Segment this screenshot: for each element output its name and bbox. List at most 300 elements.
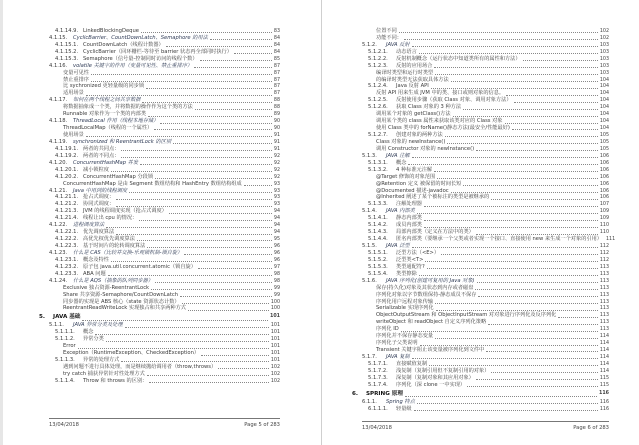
dot-leader [429,365,598,366]
toc-entry-title: 概念及特性 [83,256,109,263]
toc-entry-page: 110 [599,230,609,236]
toc-entry-title: 浅复制（复制引用但不复制引用的对象） [396,367,490,374]
toc-entry-number: 5.1.2. [362,41,377,48]
toc-entry-title: SPRING 原理 [366,390,403,397]
toc-entry-number: 5.1.2.3. [368,62,388,69]
dot-leader [404,39,598,40]
toc-entry-page: 101 [270,344,280,350]
toc-entry-number: 4.1.22.2. [55,236,79,243]
toc-entry-number: 4.1.21.4. [55,215,79,222]
toc-entry-title: JVM 的线程调度实现（抢占式调度） [83,208,167,215]
toc-entry-title: ABA 问题 [83,270,106,277]
toc-entry-title: 4 种标准元注解 [396,166,433,173]
dot-leader [475,289,597,290]
toc-entry-page: 114 [599,355,609,360]
toc-entry-page: 83 [273,28,280,34]
toc-entry-number: 5.1.4.1. [368,215,388,222]
toc-entry-title: ObjectOutputStream 和 ObjectInputStream 对对象进行序列化及反序列化 [376,312,557,319]
dot-leader [424,227,598,228]
toc-entry[interactable] [49,378,280,385]
toc-entry-title: Class 对象的 newInstance() [376,138,446,145]
toc-entry-page: 116 [599,399,609,405]
toc-entry-page: 113 [599,320,609,326]
toc-entry-number: 5.1.5.1. [368,249,388,256]
toc-entry-page: 104 [599,84,609,90]
toc-entry-number: 5.1.7.3. [368,374,388,381]
dot-leader [86,95,272,96]
toc-entry-number: 4.1.18. [49,118,68,125]
toc-entry-page: 92 [273,174,280,180]
toc-entry-number: 5.1.1.4. [55,377,75,384]
toc-entry-page: 104 [599,91,609,97]
toc-entry-number: 4.1.15.2. [55,48,79,55]
toc-entry-number: 5.1.7.2. [368,367,388,374]
toc-entry-title: 异常的处理方式 [83,357,120,364]
toc-entry-page: 113 [599,278,609,284]
toc-entry-number: 4.1.24. [49,277,68,284]
dot-leader [234,53,272,54]
toc-entry[interactable] [39,312,280,322]
toc-entry-title: 什么是 CAS（比较并交换-乐观锁机制-锁自旋） [73,249,183,256]
toc-entry-page: 109 [599,216,609,222]
toc-entry-page: 103 [599,70,609,76]
dot-leader [412,157,598,158]
dot-leader [451,192,598,193]
footer-date: 13/04/2018 [49,422,79,428]
toc-entry-number: 6.1.1. [362,398,377,405]
toc-entry-number: 5.1.5.2. [368,256,388,263]
toc-entry-number: 5.1.4. [362,208,377,215]
toc-entry-page: 113 [599,299,609,305]
toc-entry-page: 94 [273,230,280,236]
toc-entry-page: 112 [599,257,609,263]
dot-leader [166,46,272,47]
dot-leader [218,368,269,369]
toc-entry-title: 遇到问题不进行具体处理，而是继续抛给调用者（throw,throws） [63,364,217,370]
toc-entry-title: 泛型方法（<E>） [396,249,440,256]
toc-entry-page: 102 [270,371,280,377]
dot-leader [463,185,597,186]
toc-entry-page: 104 [599,77,609,83]
toc-entry-number: 5.1.2.5. [368,97,388,104]
toc-entry-page: 103 [599,42,609,48]
dot-leader [435,338,598,339]
dot-leader [78,348,269,349]
dot-leader [419,275,598,276]
toc-entry-title: JAVA 异常分类及处理 [73,322,123,329]
toc-entry-title: @Inherited 阐述了某个被标注的类型是被继承的 [376,194,490,201]
dot-leader [137,240,272,241]
toc-entry-number: 4.1.19. [49,138,68,145]
toc-entry-title: 使用场景 [63,132,84,138]
dot-leader [106,341,269,342]
toc-entry[interactable] [352,389,609,399]
toc-entry-number: 4.1.15. [49,34,68,41]
toc-entry-number: 4.1.20.2. [55,173,79,180]
toc-entry-number: 5.1.2.6. [368,104,388,111]
dot-leader [200,60,272,61]
toc-entry[interactable] [362,406,609,413]
toc-entry-title: 将数据抽象成一个类，并将数据的操作作为这个类的方法 [63,104,193,111]
toc-entry-page: 93 [273,202,280,208]
dot-leader [467,386,598,387]
toc-entry[interactable] [362,382,609,389]
toc-entry-page: 92 [273,160,280,166]
dot-leader [210,39,272,40]
toc-entry-page: 98 [273,271,280,277]
toc-entry-page: 102 [599,28,609,34]
toc-entry-page: 106 [599,167,609,173]
toc-entry-page: 101 [270,337,280,343]
toc-entry-page: 100 [270,306,280,312]
toc-entry-page: 114 [599,334,609,340]
dot-leader [431,88,598,89]
toc-entry-title: 变量可见性 [63,69,89,76]
toc-entry-page: 103 [599,63,609,69]
toc-entry-page: 95 [273,237,280,243]
page-footer-right [362,421,609,431]
toc-entry-page: 94 [273,216,280,222]
dot-leader [488,324,598,325]
toc-entry-page: 111 [605,237,616,243]
dot-leader [425,261,597,262]
dot-leader [476,150,598,151]
toc-entry-title: 反射 API 用来生成 JVM 中的类、接口或则对象的信息。 [376,90,505,97]
toc-entry-title: 调用某个对象的 getClass()方法 [376,111,451,118]
toc-entry-page: 87 [273,84,280,90]
toc-entry-page: 102 [270,378,280,384]
footer-page-number: Page 5 of 283 [244,422,280,428]
toc-entry-number: 4.1.21.3. [55,208,79,215]
toc-entry-page: 106 [599,160,609,166]
toc-entry-page: 97 [273,264,280,270]
dot-leader [477,282,598,283]
toc-entry-page: 88 [273,98,280,104]
dot-leader [523,60,598,61]
toc-entry-page: 87 [273,77,280,83]
toc-entry-number: 4.1.21.1. [55,194,79,201]
toc-entry-page: 84 [273,49,280,55]
toc-entry-number: 4.1.21. [49,187,68,194]
toc-entry-title: 直接赋值复制 [396,360,428,367]
toc-entry-page: 91 [273,146,280,152]
toc-page-left [0,0,318,445]
toc-entry[interactable] [49,306,280,313]
dot-leader [188,310,269,311]
dot-leader [173,143,272,144]
toc-entry-page: 113 [599,292,609,298]
dot-leader [478,296,597,297]
toc-entry-title: @Target 修饰的对象范围 [376,173,436,180]
dot-leader [441,254,598,255]
dot-leader [451,81,598,82]
toc-entry-number: 5.1.1.2. [55,336,75,343]
dot-leader [111,171,272,172]
toc-entry-page: 112 [599,244,609,249]
toc-entry-title: CountDownLatch（线程计数器） [83,41,164,48]
dot-leader [160,123,272,124]
toc-entry-title: 异常分类 [83,336,104,343]
toc-entry-page: 101 [270,358,280,364]
toc-entry-page: 99 [273,292,280,298]
dot-leader [436,310,598,311]
toc-entry-number: 4.1.23.3. [55,270,79,277]
toc-entry-title: 抢占式调度： [83,194,115,201]
toc-entry-title: ConcurrentHashMap 分段锁 [83,173,154,180]
toc-entry-title: synchronized 和 ReentrantLock 的区别 [73,138,172,145]
dot-leader [111,261,272,262]
toc-entry-number: 4.1.21.2. [55,201,79,208]
toc-entry-page: 104 [599,119,609,125]
toc-entry-title: 功能不同： [376,34,402,41]
dot-leader [514,102,598,103]
toc-entry-page: 96 [273,257,280,263]
dot-leader [491,199,598,200]
toc-entry-page: 93 [273,195,280,201]
dot-leader [151,289,272,290]
toc-entry-title: Transient 关键字阻止该变量被序列化到文件中 [376,347,485,354]
toc-entry-page: 106 [599,188,609,194]
toc-entry-page: 101 [270,323,280,329]
toc-entry-page: 106 [599,174,609,180]
toc-entry-title: 泛型类<T> [396,256,424,263]
toc-entry-page: 93 [273,181,280,187]
toc-entry-title: 线程让出 cpu 的情况： [83,215,138,222]
toc-entry-number: 5.1.3.3. [368,201,388,208]
toc-entry-title: writeObject 和 readObject 自定义序列化策略 [376,319,487,326]
toc-entry-title: 调用某个类的 class 属性来获取该类对应的 Class 对象 [376,118,503,125]
toc-entry-title: 调用 Constructor 对象的 newInstance() [376,145,475,152]
toc-entry-title: 原子包 java.util.concurrent.atomic（锁自旋） [83,263,196,270]
toc-entry-page: 91 [273,139,280,145]
toc-entry-page: 93 [273,188,280,194]
page-footer-left [49,418,280,428]
dot-leader [147,375,269,376]
dot-leader [491,372,597,373]
toc-entry-page: 106 [599,153,609,159]
toc-entry-page: 109 [599,209,609,215]
toc-entry-page: 116 [598,390,609,396]
toc-entry-number: 5.1.2.4. [368,83,388,90]
toc-entry-number: 5.1.6. [362,277,377,284]
dot-leader [424,220,598,221]
toc-entry-title: 基于时间片的轮转调度算法 [83,243,146,249]
toc-entry-title: Java 中用到的线程调度 [73,187,128,194]
toc-entry-number: 5.1.5.4. [368,270,388,277]
toc-entry-title: 位置不同 [376,27,397,34]
toc-entry-page: 84 [273,35,280,41]
toc-entry-title: @Documented 描述-javadoc [376,187,449,194]
toc-entry-title: JAVA 泛型 [386,243,410,249]
toc-entry-title: 比 sychronized 更轻量级的同步锁 [63,83,145,90]
toc-entry-title: 保存(持久化)对象及其状态到内存或者磁盘 [376,284,474,291]
toc-entry-number: 4.1.22. [49,222,68,229]
toc-entry-title: CyclicBarrier（回环栅栏-等待至 barrier 状态再全部同时执行） [83,48,232,55]
dot-leader [169,213,272,214]
toc-entry-title: 概念 [83,329,94,336]
toc-entry-number: 4.1.15.1. [55,41,79,48]
toc-entry-page: 96 [273,244,280,249]
toc-entry-number: 4.1.17. [49,97,68,104]
dot-leader [506,95,598,96]
toc-entry-title: 编译时类型和运行时类型 [376,69,434,76]
toc-entry-title: 序列化子父类说明 [376,340,418,347]
toc-entry-number: 4.1.16. [49,62,68,69]
toc-entry-title: 匿名内部类（要继承一个父类或者实现一个接口、直接使用 new 来生成一个对象的引用） [396,236,602,243]
dot-leader [476,379,598,380]
dot-leader [148,116,272,117]
toc-entry-title: JAVA 注解 [386,152,410,159]
dot-leader [86,136,272,137]
toc-entry-title: 注解处理器 [396,201,422,208]
dot-leader [435,303,598,304]
dot-leader [445,136,598,137]
dot-leader [486,351,598,352]
toc-entry-title: 两者的不同点： [83,152,120,159]
toc-entry-page: 102 [599,35,609,41]
toc-entry-title: Spring 特点 [386,398,415,405]
toc-entry-number: 5.1.5. [362,243,377,249]
toc-entry-page: 105 [599,139,609,145]
toc-entry-page: 84 [273,42,280,48]
toc-entry-title: JAVA 基础 [53,314,81,321]
toc-entry-number: 6. [352,390,359,397]
toc-entry[interactable] [362,319,609,326]
dot-leader [116,234,272,235]
toc-entry-title: ReentrantReadWriteLock 实现独占和共享两种方式 [63,305,186,312]
dot-leader [244,185,272,186]
dot-leader [140,164,272,165]
dot-leader [412,247,598,248]
dot-leader [414,410,598,411]
dot-leader [194,67,272,68]
toc-entry-number: 5.1.4.2. [368,222,388,229]
dot-leader [476,234,598,235]
toc-entry-page: 113 [599,271,609,277]
toc-entry-number: 4.1.22.3. [55,243,79,249]
toc-list-right [322,28,639,413]
toc-entry-title: try catch 捕获异常针对性处理方式 [63,370,145,377]
dot-leader [434,171,598,172]
toc-entry-number: 4.1.19.1. [55,145,79,152]
dot-leader [149,382,269,383]
toc-entry-page: 104 [599,98,609,104]
toc-entry-title: 深复制（复制对象和其应用对象） [396,374,474,381]
dot-leader [154,129,272,130]
dot-leader [420,345,598,346]
toc-entry-number: 5.1.4.4. [368,236,388,243]
toc-entry-page: 87 [273,63,280,69]
toc-entry-title: 进程调度算法 [73,222,105,229]
toc-entry-title: 轻量级 [396,405,412,412]
toc-entry-title: 同步器的实现是 ABS 核心（state 资源状态计数） [63,298,180,305]
toc-entry-page: 114 [599,368,609,374]
toc-entry-title: 如何在两个线程之间共享数据 [73,97,141,104]
toc-entry-title: Error [63,343,76,350]
toc-entry-title: ConcurrentHashMap 并发 [73,159,139,166]
dot-leader [142,102,271,103]
toc-entry-title: @Retention 定义 被保留的时间长短 [376,180,462,187]
toc-entry-title: 静态内部类 [396,215,422,222]
toc-entry-number: 5.1.1.3. [55,357,75,364]
toc-entry-number: 4.1.19.2. [55,152,79,159]
toc-entry-number: 5.1.4.3. [368,229,388,236]
toc-entry-page: 104 [599,126,609,132]
dot-leader [141,32,272,33]
toc-entry-title: Serializable 实现序列化 [376,305,434,312]
toc-entry-page: 96 [273,250,280,256]
toc-entry-page: 101 [270,351,280,357]
toc-entry-page: 107 [599,202,609,208]
dot-leader [82,320,268,321]
dot-leader [505,123,598,124]
toc-entry-title: 优先调度算法 [83,229,115,236]
toc-entry-title: Semaphore（信号量-控制同时访问的线程个数） [83,55,198,62]
toc-entry-title: 的编译时类型无法获取具体方法 [376,76,449,83]
toc-entry-title: volatile 关键字的作用（变量可见性、禁止重排序） [73,62,193,69]
dot-leader [424,206,598,207]
dot-leader [417,213,598,214]
toc-entry-number: 5.1.3.1. [368,159,388,166]
toc-entry-title: 动态语言 [396,48,417,55]
toc-entry-number: 4.1.15.3. [55,55,79,62]
toc-entry-page: 106 [599,181,609,187]
dot-leader [401,331,598,332]
toc-entry-page: 114 [599,361,609,367]
toc-entry-title: JAVA 反射 [386,41,410,48]
dot-leader [116,206,272,207]
dot-leader [146,88,272,89]
toc-entry-page: 116 [599,406,609,412]
toc-entry-page: 89 [273,112,280,118]
toc-entry-title: 序列化对象以字节数组保持-静态成员不保存 [376,291,477,298]
toc-entry-page: 103 [599,49,609,55]
toc-entry-title: 禁止重排序 [63,76,89,83]
dot-leader [408,164,597,165]
toc-entry-number: 5.1.3. [362,152,377,159]
dot-leader [437,178,598,179]
dot-leader [147,247,272,248]
toc-list-left [3,28,318,385]
toc-entry-page: 99 [273,285,280,291]
toc-entry-page: 92 [273,153,280,159]
dot-leader [125,327,269,328]
dot-leader [453,116,598,117]
dot-leader [405,396,597,397]
toc-entry-page: 101 [269,314,280,320]
toc-entry-title: Throw 和 throws 的区别： [83,377,148,384]
toc-entry-page: 87 [273,91,280,97]
toc-entry-number: 4.1.23.1. [55,256,79,263]
toc-entry-title: ThreadLocalMap（线程的一个属性） [63,125,153,132]
toc-entry-number: 4.1.22.1. [55,229,79,236]
toc-entry-title: LinkedBlockingDeque [83,27,139,34]
toc-entry-title: 类型通配符? [396,263,425,270]
toc-entry-number: 5.1.2.1. [368,48,388,55]
toc-entry-title: Java 反射 API [396,83,429,90]
dot-leader [121,157,272,158]
toc-entry-page: 113 [599,264,609,270]
dot-leader [182,303,269,304]
toc-entry-page: 113 [599,306,609,312]
toc-entry[interactable] [49,336,280,343]
toc-entry-page: 115 [599,375,609,381]
toc-entry-title: 局部内部类（定义在方法中的类） [396,229,474,236]
toc-entry-page: 113 [599,285,609,291]
toc-entry-title: Exception（RuntimeException、CheckedException） [63,350,200,357]
dot-leader [434,67,598,68]
toc-entry-number: 5.1.7.4. [368,381,388,388]
